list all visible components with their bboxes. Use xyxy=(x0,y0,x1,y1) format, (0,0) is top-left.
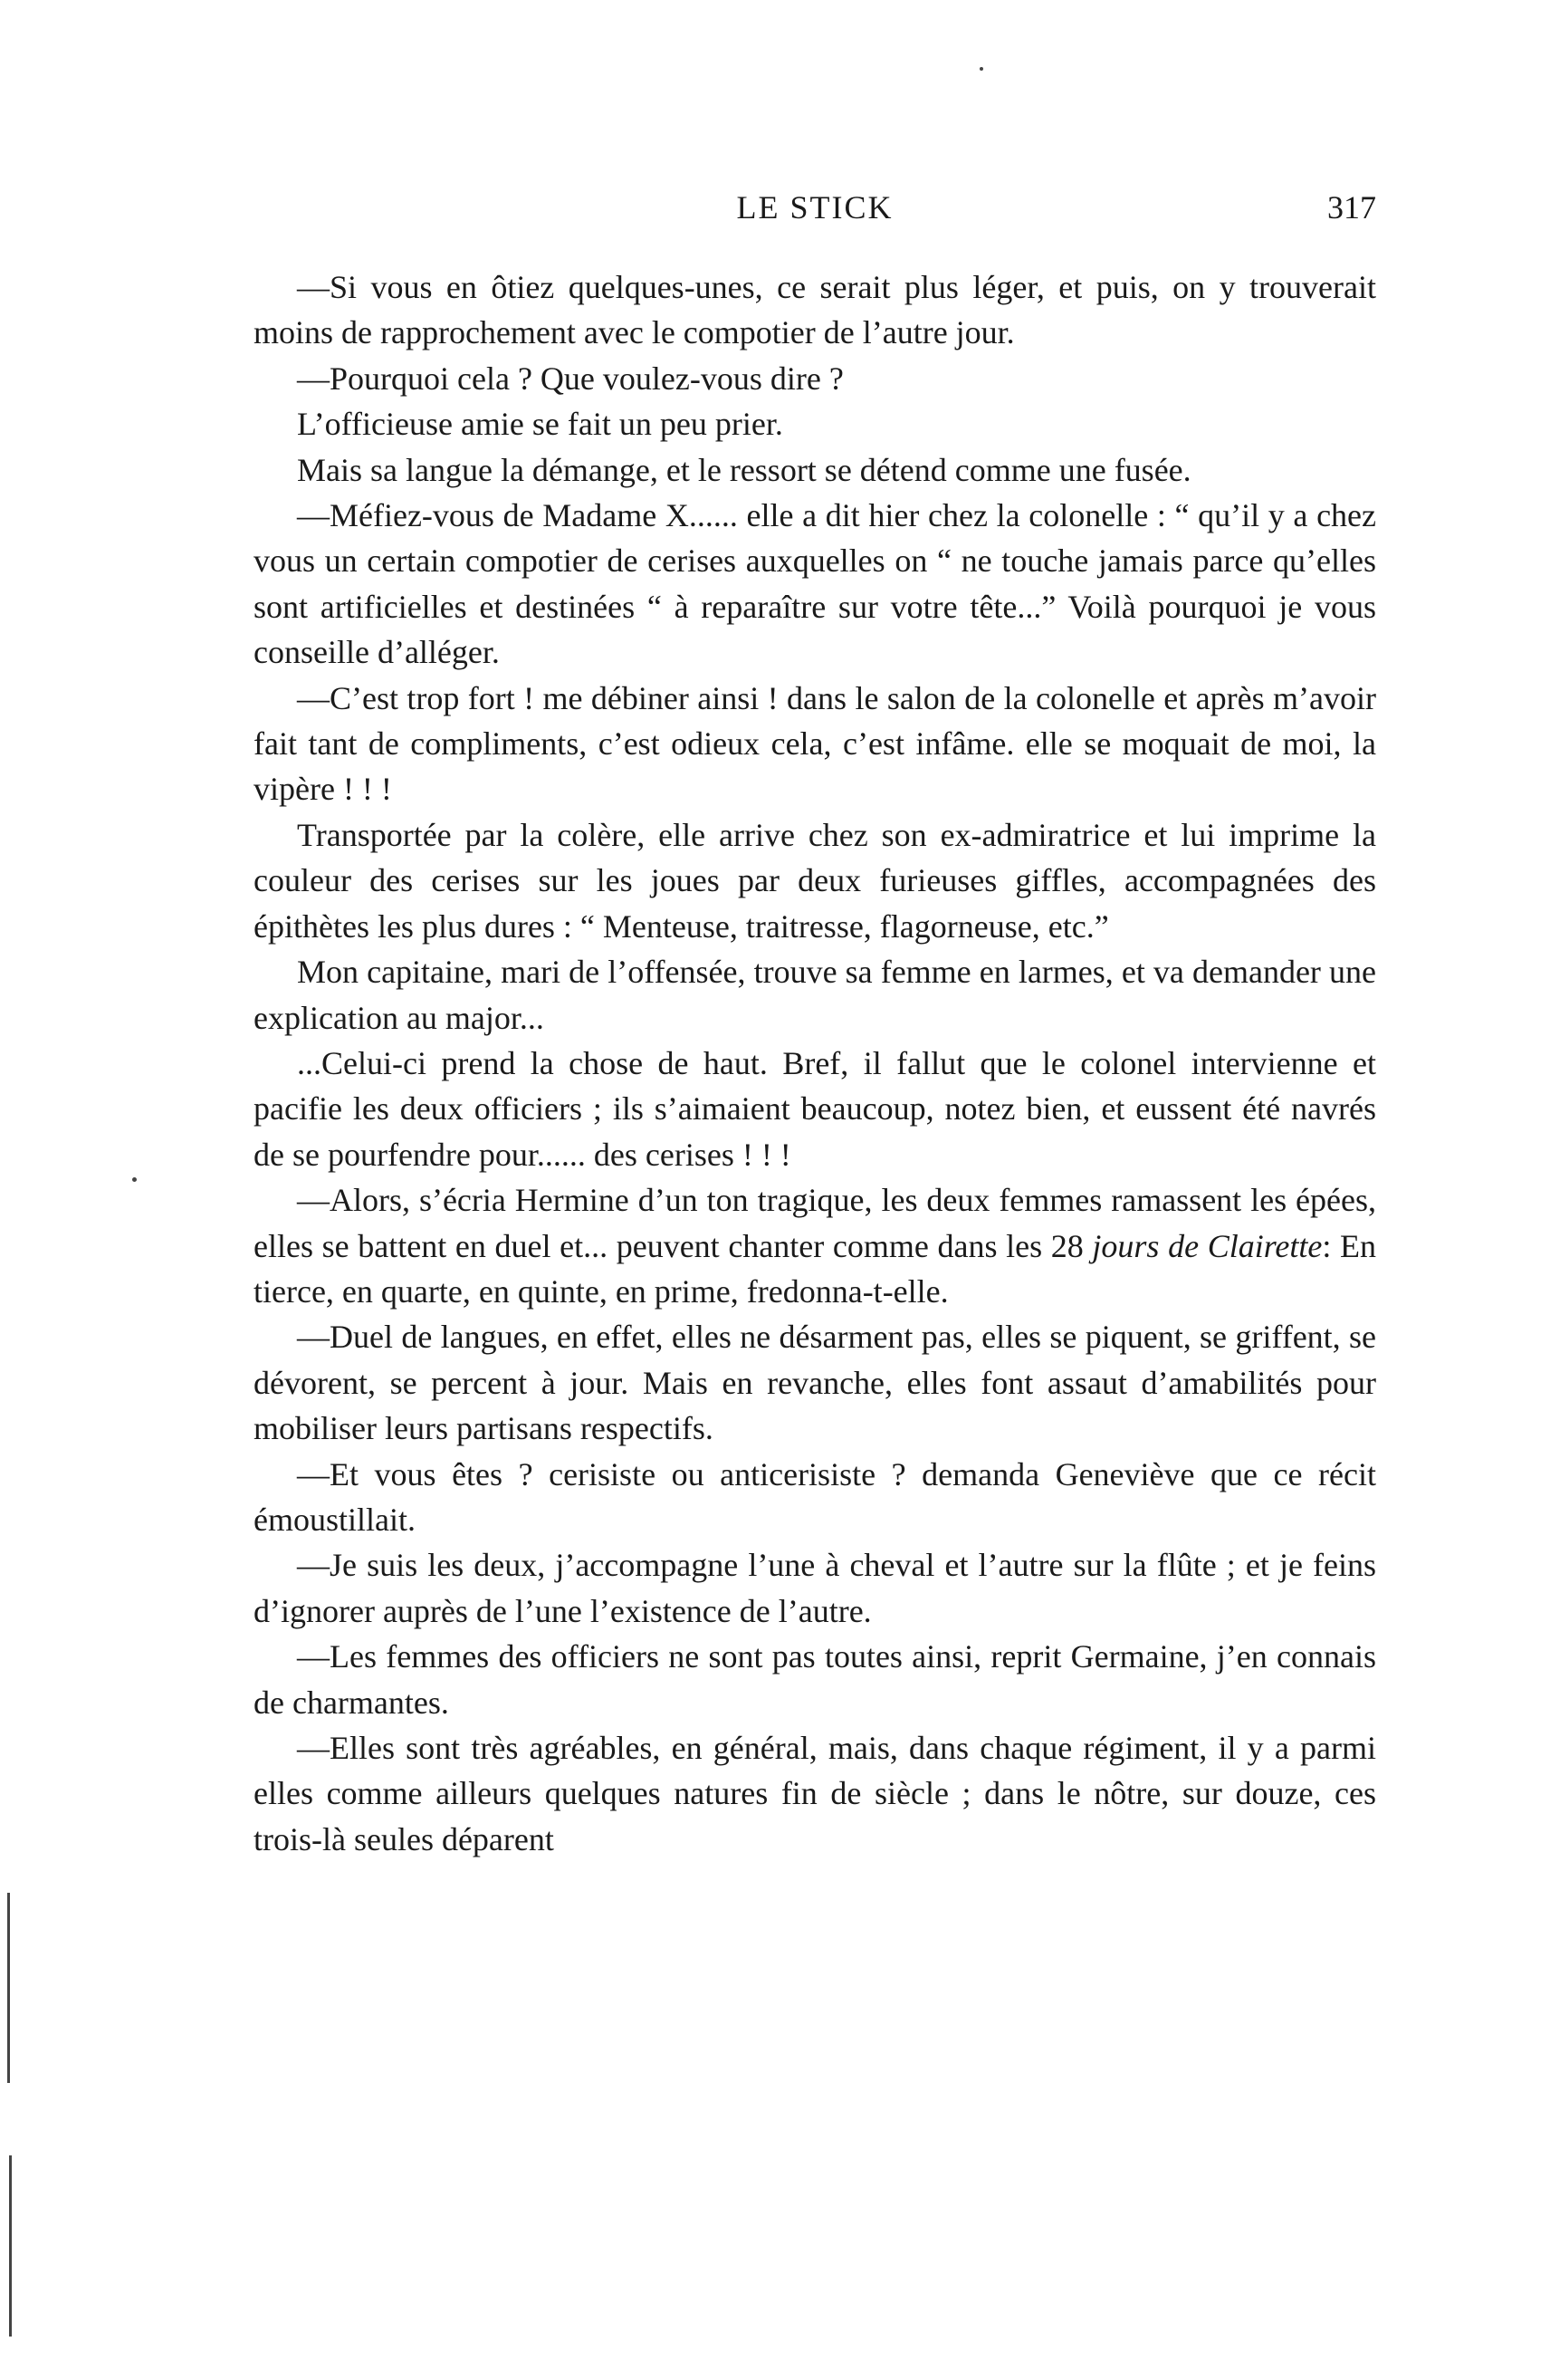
paragraph-text: : En tierce, en quarte, en quinte, en prime, fredonna-t-elle. xyxy=(254,1227,1377,1310)
scan-artifact-line xyxy=(9,2155,12,2337)
scan-artifact-dot xyxy=(980,67,983,71)
body-text xyxy=(254,264,1376,1862)
scan-artifact-dot xyxy=(132,1177,137,1182)
running-title: LE STICK xyxy=(736,189,894,226)
italic-title: jours de Clairette xyxy=(1092,1227,1323,1264)
paragraph: —C’est trop fort ! me débiner ainsi ! dans le salon de la colonelle et après m’avoir fait tant de compliments, c’est odieux cela, c’est infâme. elle se moquait de moi, la vipère ! ! ! xyxy=(254,679,1376,808)
paragraph: —Pourquoi cela ? Que voulez-vous dire ? xyxy=(297,360,844,397)
paragraph: —Je suis les deux, j’accompagne l’une à cheval et l’autre sur la flûte ; et je feins d’ignorer auprès de l’une l’existence de l’autre. xyxy=(254,1547,1376,1629)
paragraph: Mon capitaine, mari de l’offensée, trouve sa femme en larmes, et va demander une explication au major... xyxy=(254,954,1376,1036)
paragraph: L’officieuse amie se fait un peu prier. xyxy=(297,406,783,443)
paragraph: —Si vous en ôtiez quelques-unes, ce serait plus léger, et puis, on y trouverait moins de rapprochement avec le compotier de l’autre jour. xyxy=(254,269,1376,351)
scan-artifact-line xyxy=(7,1893,10,2083)
paragraph: —Et vous êtes ? cerisiste ou anticerisiste ? demanda Geneviève que ce récit émoustillait. xyxy=(254,1455,1376,1538)
paragraph: Mais sa langue la démange, et le ressort se détend comme une fusée. xyxy=(297,451,1191,488)
paragraph-text: —Alors, s’écria Hermine d’un ton tragique, les deux femmes ramassent les épées, elles se battent en duel et... peuvent chanter comme dans les 28 xyxy=(254,1182,1376,1264)
paragraph: —Elles sont très agréables, en général, mais, dans chaque régiment, il y a parmi elles comme ailleurs quelques natures fin de siècle ; dans le nôtre, sur douze, ces trois-là seules déparent xyxy=(254,1730,1376,1857)
paragraph: —Méfiez-vous de Madame X...... elle a dit hier chez la colonelle : “ qu’il y a chez vous un certain compotier de cerises auxquelles on “ ne touche jamais parce qu’elles sont artificielles et destinées “ à reparaître sur votre tête...” Voilà pourquoi je vous conseille d’alléger. xyxy=(254,497,1376,671)
page-header xyxy=(254,188,1376,243)
page-number: 317 xyxy=(1327,189,1376,226)
paragraph: ...Celui-ci prend la chose de haut. Bref, il fallut que le colonel intervienne et pacifie les deux officiers ; ils s’aimaient beaucoup, notez bien, et eussent été navrés de se pourfendre pour...... des cerises ! ! ! xyxy=(254,1044,1376,1173)
paragraph xyxy=(254,1177,1376,1314)
paragraph: —Duel de langues, en effet, elles ne désarment pas, elles se piquent, se griffent, se dévorent, se percent à jour. Mais en revanche, elles font assaut d’amabilités pour mobiliser leurs partisans respectifs. xyxy=(254,1319,1376,1447)
paragraph: Transportée par la colère, elle arrive chez son ex-admiratrice et lui imprime la couleur des cerises sur les joues par deux furieuses giffles, accompagnées des épithètes les plus dures : “ Menteuse, traitresse, flagorneuse, etc.” xyxy=(254,816,1376,945)
paragraph: —Les femmes des officiers ne sont pas toutes ainsi, reprit Germaine, j’en connais de charmantes. xyxy=(254,1638,1376,1721)
